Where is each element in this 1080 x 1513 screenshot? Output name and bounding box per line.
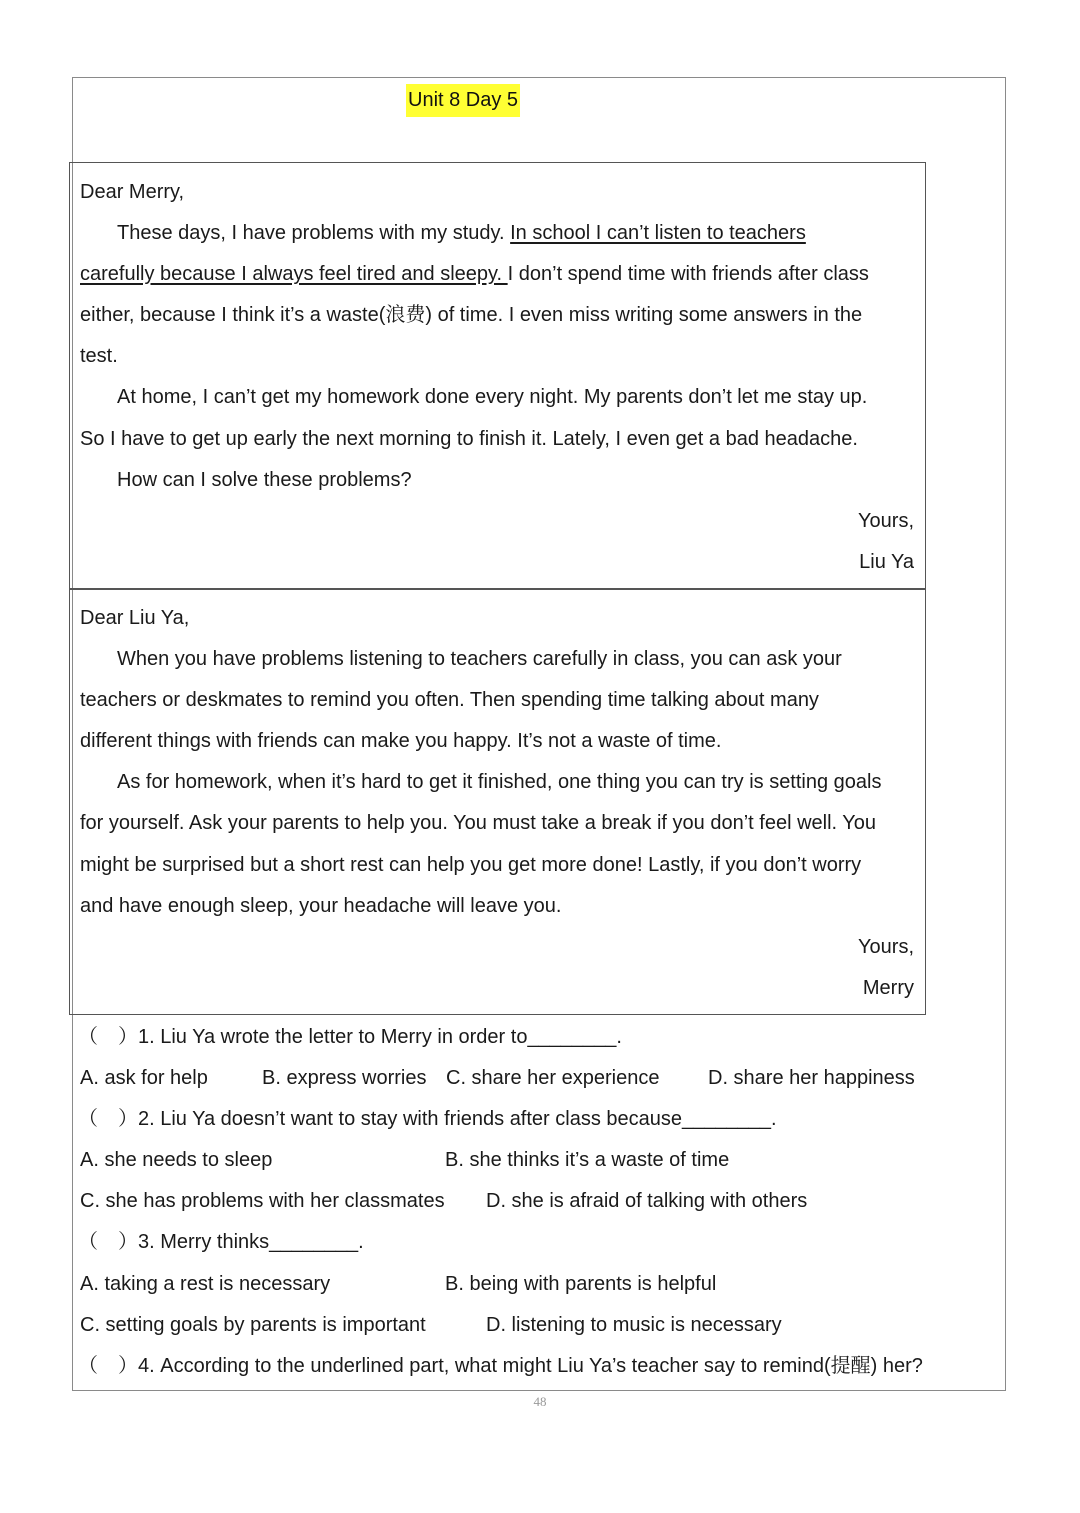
question-1-option-d: D. share her happiness — [708, 1067, 915, 1089]
question-2-option-d: D. she is afraid of talking with others — [486, 1190, 808, 1212]
question-3-option-b: B. being with parents is helpful — [445, 1273, 717, 1295]
question-2-option-c: C. she has problems with her classmates — [80, 1190, 445, 1212]
letter1-text: I don’t spend time with friends after class — [507, 263, 869, 285]
page-number: 48 — [533, 1394, 547, 1409]
letter1-paragraph1-line1 — [117, 218, 806, 248]
question-2-stem: （ ）2. Liu Ya doesn’t want to stay with friends after class because________. — [78, 1108, 777, 1130]
letter1-paragraph1-line2 — [80, 259, 869, 289]
underlined-part: In school I can’t listen to teachers — [510, 222, 806, 244]
question-1-option-a: A. ask for help — [80, 1067, 208, 1089]
letter2-paragraph2-line1: As for homework, when it’s hard to get it finished, one thing you can try is setting goals — [117, 771, 882, 793]
letter2-paragraph2-line4: and have enough sleep, your headache will leave you. — [80, 895, 562, 917]
question-3-option-d: D. listening to music is necessary — [486, 1314, 782, 1336]
question-3-stem: （ ）3. Merry thinks________. — [78, 1231, 364, 1253]
letter2-paragraph1-line2: teachers or deskmates to remind you often. Then spending time talking about many — [80, 689, 819, 711]
letter1-paragraph1-line4: test. — [80, 345, 118, 367]
letter1-paragraph2-line1: At home, I can’t get my homework done every night. My parents don’t let me stay up. — [117, 386, 868, 408]
question-2-option-b: B. she thinks it’s a waste of time — [445, 1149, 730, 1171]
letter2-paragraph1-line1: When you have problems listening to teachers carefully in class, you can ask your — [117, 648, 842, 670]
question-1-option-c: C. share her experience — [446, 1067, 660, 1089]
letter1-paragraph1-line3: either, because I think it’s a waste(浪费) of time. I even miss writing some answers in the — [80, 304, 863, 326]
question-1-stem: （ ）1. Liu Ya wrote the letter to Merry in order to________. — [78, 1026, 622, 1048]
letter1-greeting: Dear Merry, — [80, 181, 185, 203]
letter1-signature: Liu Ya — [859, 551, 914, 573]
letter1-text: These days, I have problems with my study. — [117, 222, 511, 244]
letter2-greeting: Dear Liu Ya, — [80, 607, 190, 629]
letter2-closing: Yours, — [858, 936, 914, 958]
unit-title: Unit 8 Day 5 — [406, 84, 520, 117]
question-3-option-c: C. setting goals by parents is important — [80, 1314, 426, 1336]
letter1-paragraph3: How can I solve these problems? — [117, 469, 412, 491]
question-4-stem: （ ）4. According to the underlined part, what might Liu Ya’s teacher say to remind(提醒) her? — [78, 1355, 923, 1377]
letter2-paragraph1-line3: different things with friends can make you happy. It’s not a waste of time. — [80, 730, 722, 752]
letter2-paragraph2-line3: might be surprised but a short rest can help you get more done! Lastly, if you don’t worry — [80, 854, 862, 876]
letter1-paragraph2-line2: So I have to get up early the next morning to finish it. Lately, I even get a bad headache. — [80, 428, 858, 450]
question-2-option-a: A. she needs to sleep — [80, 1149, 273, 1171]
letter1-closing: Yours, — [858, 510, 914, 532]
underlined-part: carefully because I always feel tired and sleepy. — [80, 263, 508, 285]
letter2-paragraph2-line2: for yourself. Ask your parents to help you. You must take a break if you don’t feel well. You — [80, 812, 877, 834]
question-3-option-a: A. taking a rest is necessary — [80, 1273, 331, 1295]
question-1-option-b: B. express worries — [262, 1067, 427, 1089]
letter2-signature: Merry — [862, 977, 914, 999]
